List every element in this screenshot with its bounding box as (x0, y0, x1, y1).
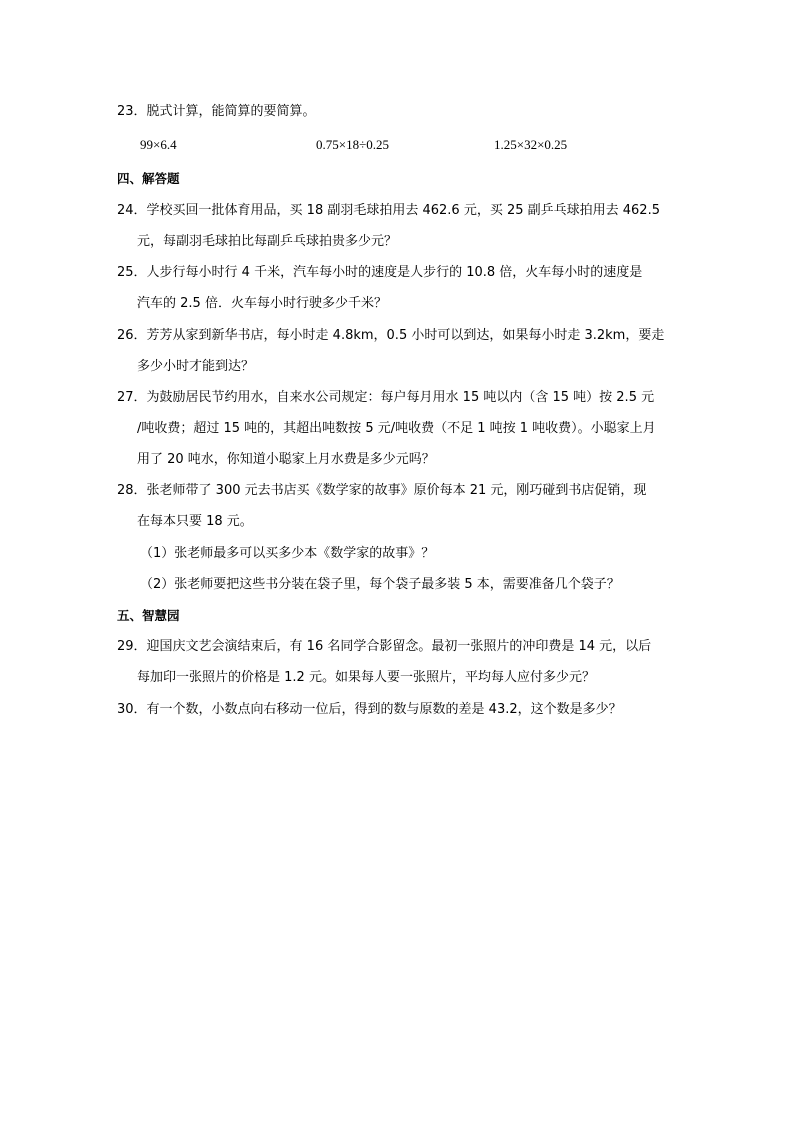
section-heading-4: 四、解答题 (117, 171, 180, 186)
q29-line-2: 每加印一张照片的价格是 1.2 元。如果每人要一张照片，平均每人应付多少元？ (137, 670, 595, 685)
q23-expr-1: 99×6.4 (140, 137, 177, 152)
section-heading-5: 五、智慧园 (117, 608, 180, 623)
q25-line-1: 25．人步行每小时行 4 千米，汽车每小时的速度是人步行的 10.8 倍，火车每小时的速度是 (117, 265, 643, 280)
q23-expr-2: 0.75×18÷0.25 (316, 137, 389, 152)
q27-line-2: /吨收费；超过 15 吨的，其超出吨数按 5 元/吨收费（不足 1 吨按 1 吨收费）。小聪家上月 (137, 421, 656, 436)
q30-line-1: 30．有一个数，小数点向右移动一位后，得到的数与原数的差是 43.2，这个数是多少？ (117, 702, 622, 717)
q26-line-2: 多少小时才能到达？ (137, 359, 255, 374)
q24-line-1: 24．学校买回一批体育用品，买 18 副羽毛球拍用去 462.6 元，买 25 副乒乓球拍用去 462.5 (117, 203, 660, 218)
q28-line-1: 28．张老师带了 300 元去书店买《数学家的故事》原价每本 21 元，刚巧碰到书店促销，现 (117, 483, 647, 498)
q24-line-2: 元，每副羽毛球拍比每副乒乓球拍贵多少元？ (137, 234, 398, 249)
q23-stem: 23．脱式计算，能简算的要简算。 (117, 104, 316, 119)
q28-line-2: 在每本只要 18 元。 (137, 514, 253, 529)
q26-line-1: 26．芳芳从家到新华书店，每小时走 4.8km，0.5 小时可以到达，如果每小时走 3.2km，要走 (117, 328, 665, 343)
q27-line-1: 27．为鼓励居民节约用水，自来水公司规定：每户每月用水 15 吨以内（含 15 吨）按 2.5 元 (117, 390, 655, 405)
q25-line-2: 汽车的 2.5 倍．火车每小时行驶多少千米？ (137, 296, 387, 311)
q28-sub-2: （2）张老师要把这些书分装在袋子里，每个袋子最多装 5 本，需要准备几个袋子？ (140, 577, 620, 592)
q28-sub-1: （1）张老师最多可以买多少本《数学家的故事》？ (140, 546, 435, 561)
q23-expr-3: 1.25×32×0.25 (494, 137, 568, 152)
q27-line-3: 用了 20 吨水，你知道小聪家上月水费是多少元吗？ (137, 452, 435, 467)
q29-line-1: 29．迎国庆文艺会演结束后，有 16 名同学合影留念。最初一张照片的冲印费是 14 元，以后 (117, 639, 652, 654)
